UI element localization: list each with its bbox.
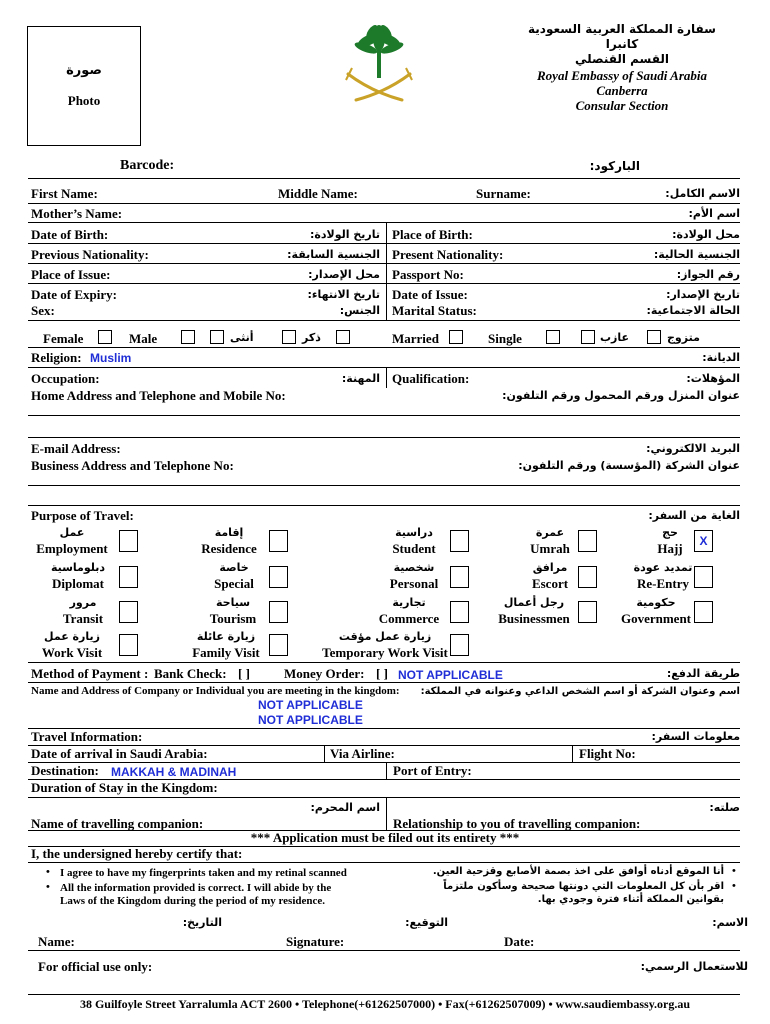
male-label: Male — [129, 331, 158, 346]
photo-box — [27, 26, 141, 146]
barcode-label-ar: الباركود: — [589, 159, 640, 173]
full-name-label-ar: الاسم الكامل: — [665, 187, 740, 200]
present-nationality-label: Present Nationality: — [392, 247, 504, 262]
purpose-businessmen-ar: رجل أعمال — [503, 596, 565, 609]
qualification-label-ar: المؤهلات: — [686, 372, 740, 385]
umrah-checkbox[interactable] — [578, 530, 597, 552]
signature-label-ar: التوقيع: — [405, 916, 448, 929]
sex-label: Sex: — [31, 303, 55, 318]
family-visit-checkbox[interactable] — [269, 634, 288, 656]
purpose-student-ar: دراسية — [395, 526, 433, 539]
purpose-personal — [380, 560, 448, 592]
purpose-temporary-work-visit-label: Temporary Work Visit — [322, 645, 448, 660]
name-label: Name: — [38, 934, 75, 949]
divider — [28, 347, 740, 348]
purpose-umrah-ar: عمرة — [535, 526, 565, 539]
bullet-icon: • — [46, 866, 50, 878]
embassy-en-line-3: Consular Section — [575, 98, 669, 113]
date-of-issue-label-ar: تاريخ الإصدار: — [666, 288, 740, 301]
certify-item-2a: All the information provided is correct. I will abide by the — [60, 882, 332, 894]
transit-checkbox[interactable] — [119, 601, 138, 623]
purpose-diplomat-ar: دبلوماسية — [50, 561, 106, 574]
marital-status-label-ar: الحالة الاجتماعية: — [646, 304, 740, 317]
embassy-en-line-1: Royal Embassy of Saudi Arabia — [537, 68, 707, 83]
arrival-date-label: Date of arrival in Saudi Arabia: — [31, 746, 208, 761]
personal-checkbox[interactable] — [450, 566, 469, 588]
certify-item-2b-ar: بقوانين المملكة أثناء فترة وجودي بها. — [537, 894, 724, 905]
purpose-work-visit-label: Work Visit — [41, 645, 103, 660]
money-order-box[interactable]: [ ] — [376, 666, 388, 681]
divider — [28, 485, 740, 486]
sex-extra-checkbox[interactable] — [336, 330, 350, 344]
date-label-ar: التاريخ: — [182, 916, 222, 929]
purpose-employment — [30, 525, 114, 557]
column-divider — [324, 745, 325, 762]
bank-check-box[interactable]: [ ] — [238, 666, 250, 681]
purpose-tourism — [198, 595, 268, 627]
single-label-ar: عازب — [600, 331, 630, 344]
money-order-label: Money Order: — [284, 666, 365, 681]
column-divider — [386, 797, 387, 830]
embassy-ar-line-3: القسم القنصلي — [574, 52, 670, 66]
occupation-label: Occupation: — [31, 371, 100, 386]
married-label-ar: متزوج — [667, 331, 700, 344]
official-use-label: For official use only: — [38, 959, 153, 974]
certify-item-1-ar: أنا الموقع أدناه أوافق على اخذ بصمة الأصابع وقزحية العين. — [432, 866, 724, 877]
divider — [28, 950, 740, 951]
dob-label: Date of Birth: — [31, 227, 109, 242]
purpose-transit — [40, 595, 126, 627]
purpose-special — [200, 560, 268, 592]
divider — [28, 682, 740, 683]
hajj-check-mark: X — [699, 534, 708, 548]
email-label: E-mail Address: — [31, 441, 121, 456]
middle-name-label: Middle Name: — [278, 186, 358, 201]
purpose-personal-ar: شخصية — [393, 561, 435, 574]
purpose-employment-label: Employment — [36, 541, 108, 556]
divider — [28, 415, 740, 416]
escort-checkbox[interactable] — [578, 566, 597, 588]
married-checkbox-ar[interactable] — [647, 330, 661, 344]
photo-label-ar: صورة — [66, 63, 102, 78]
home-address-label-ar: عنوان المنزل ورقم المحمول ورقم التلفون: — [502, 389, 740, 402]
purpose-transit-label: Transit — [62, 611, 104, 626]
present-nationality-label-ar: الجنسية الحالية: — [653, 248, 740, 261]
divider — [28, 320, 740, 321]
student-checkbox[interactable] — [450, 530, 469, 552]
married-label: Married — [392, 331, 439, 346]
employment-checkbox[interactable] — [119, 530, 138, 552]
divider — [28, 243, 740, 244]
divider — [28, 505, 740, 506]
work-visit-checkbox[interactable] — [119, 634, 138, 656]
divider — [28, 367, 740, 368]
payment-method-label-ar: طريقة الدفع: — [666, 667, 740, 680]
purpose-diplomat-label: Diplomat — [52, 576, 104, 591]
bank-check-label: Bank Check: — [154, 666, 227, 681]
purpose-personal-label: Personal — [389, 576, 439, 591]
purpose-diplomat — [30, 560, 126, 592]
divider — [28, 437, 740, 438]
purpose-title: Purpose of Travel: — [31, 508, 134, 523]
purpose-businessmen-label: Businessmen — [498, 611, 570, 626]
company-value-1[interactable]: NOT APPLICABLE — [258, 698, 363, 712]
divider — [28, 263, 740, 264]
business-address-label-ar: عنوان الشركة (المؤسسة) ورقم التلفون: — [518, 459, 740, 472]
barcode-label: Barcode: — [120, 158, 175, 173]
relation-label-ar: صلته: — [709, 801, 740, 814]
certify-title: I, the undersigned hereby certify that: — [31, 846, 243, 861]
company-value-2[interactable]: NOT APPLICABLE — [258, 713, 363, 727]
male-label-ar: ذكر — [302, 331, 321, 344]
purpose-government — [618, 595, 694, 627]
purpose-reentry — [630, 560, 696, 592]
embassy-heading — [522, 22, 722, 113]
tourism-checkbox[interactable] — [269, 601, 288, 623]
purpose-family-visit-ar: زيارة عائلة — [196, 630, 256, 643]
name-label-ar: الاسم: — [712, 916, 748, 929]
purpose-family-visit-label: Family Visit — [192, 645, 260, 660]
photo-label: Photo — [67, 93, 101, 108]
reentry-checkbox[interactable] — [694, 566, 713, 588]
male-checkbox[interactable] — [181, 330, 195, 344]
purpose-tourism-ar: سياحة — [215, 596, 251, 609]
marital-status-label: Marital Status: — [392, 303, 477, 318]
purpose-employment-ar: عمل — [59, 526, 85, 539]
embassy-ar-line-1: سفارة المملكة العربية السعودية — [528, 22, 716, 36]
place-of-issue-label: Place of Issue: — [31, 267, 111, 282]
purpose-hajj — [645, 525, 695, 557]
company-label: Name and Address of Company or Individual you are meeting in the kingdom: — [31, 685, 400, 697]
mahram-label-ar: اسم المحرم: — [310, 801, 380, 814]
sex-label-ar: الجنس: — [339, 304, 380, 317]
purpose-escort — [520, 560, 580, 592]
purpose-commerce-ar: تجارية — [392, 596, 426, 609]
previous-nationality-label-ar: الجنسية السابقة: — [287, 248, 380, 261]
purpose-escort-ar: مرافق — [532, 561, 568, 574]
divider — [28, 222, 740, 223]
purpose-work-visit — [32, 629, 112, 661]
single-label: Single — [488, 331, 522, 346]
embassy-ar-line-2: كانبرا — [605, 37, 639, 51]
previous-nationality-label: Previous Nationality: — [31, 247, 149, 262]
purpose-special-ar: خاصة — [219, 561, 249, 574]
purpose-escort-label: Escort — [531, 576, 569, 591]
temporary-work-visit-checkbox[interactable] — [450, 634, 469, 656]
religion-label: Religion: — [31, 350, 82, 365]
purpose-special-label: Special — [214, 576, 254, 591]
male-checkbox-ar[interactable] — [282, 330, 296, 344]
column-divider — [572, 745, 573, 762]
religion-value[interactable]: Muslim — [90, 351, 132, 365]
date-of-issue-label: Date of Issue: — [392, 287, 468, 302]
date-of-expiry-label: Date of Expiry: — [31, 287, 117, 302]
female-label: Female — [43, 331, 84, 346]
dob-label-ar: تاريخ الولادة: — [309, 228, 380, 241]
date-label: Date: — [504, 934, 535, 949]
passport-no-label: Passport No: — [392, 267, 464, 282]
purpose-residence-label: Residence — [201, 541, 257, 556]
bullet-icon: • — [732, 865, 736, 877]
duration-label: Duration of Stay in the Kingdom: — [31, 780, 218, 795]
travel-info-title: Travel Information: — [31, 729, 143, 744]
column-divider — [386, 368, 387, 388]
single-checkbox-ar[interactable] — [581, 330, 595, 344]
female-label-ar: أنثى — [230, 331, 254, 344]
company-label-ar: اسم وعنوان الشركة أو اسم الشخص الداعي وعنوانه في المملكة: — [420, 686, 740, 697]
purpose-hajj-label: Hajj — [657, 541, 683, 556]
bullet-icon: • — [46, 881, 50, 893]
female-checkbox[interactable] — [98, 330, 112, 344]
purpose-umrah-label: Umrah — [530, 541, 570, 556]
footer-divider — [28, 994, 740, 995]
date-of-expiry-label-ar: تاريخ الانتهاء: — [307, 288, 380, 301]
mother-name-label-ar: اسم الأم: — [688, 207, 740, 220]
purpose-temporary-work-visit — [318, 629, 452, 661]
certify-item-2b: Laws of the Kingdom during the period of my residence. — [60, 895, 326, 907]
divider — [28, 797, 740, 798]
divider — [28, 178, 740, 179]
purpose-residence-ar: إقامة — [214, 526, 244, 539]
first-name-label: First Name: — [31, 186, 98, 201]
column-divider — [386, 222, 387, 320]
purpose-student — [380, 525, 448, 557]
signature-label: Signature: — [286, 934, 345, 949]
purpose-businessmen — [494, 595, 574, 627]
purpose-tourism-label: Tourism — [209, 611, 257, 626]
destination-value[interactable]: MAKKAH & MADINAH — [111, 765, 237, 779]
mother-name-label: Mother’s Name: — [31, 206, 123, 221]
religion-label-ar: الديانة: — [702, 351, 740, 364]
certify-item-2a-ar: اقر بأن كل المعلومات التي دونتها صحيحة وسأكون ملتزماً — [443, 881, 724, 892]
commerce-checkbox[interactable] — [450, 601, 469, 623]
hajj-checkbox[interactable] — [694, 530, 713, 552]
travel-info-title-ar: معلومات السفر: — [651, 730, 740, 743]
pob-label-ar: محل الولادة: — [672, 228, 740, 241]
payment-method-label: Method of Payment : — [31, 666, 149, 681]
purpose-umrah — [520, 525, 580, 557]
divider — [28, 862, 740, 863]
divider — [28, 662, 740, 663]
via-airline-label: Via Airline: — [330, 746, 395, 761]
surname-label: Surname: — [476, 186, 531, 201]
purpose-work-visit-ar: زيارة عمل — [44, 630, 100, 643]
payment-value[interactable]: NOT APPLICABLE — [398, 668, 503, 682]
port-of-entry-label: Port of Entry: — [393, 763, 472, 778]
purpose-student-label: Student — [392, 541, 436, 556]
qualification-label: Qualification: — [392, 371, 470, 386]
married-checkbox[interactable] — [449, 330, 463, 344]
special-checkbox[interactable] — [269, 566, 288, 588]
purpose-title-ar: الغاية من السفر: — [648, 509, 740, 522]
filed-notice: *** Application must be filed out its entirety *** — [250, 830, 520, 845]
purpose-government-ar: حكومية — [636, 596, 676, 609]
purpose-commerce-label: Commerce — [378, 611, 440, 626]
residence-checkbox[interactable] — [269, 530, 288, 552]
purpose-reentry-label: Re-Entry — [637, 576, 689, 591]
divider — [28, 283, 740, 284]
bullet-icon: • — [732, 880, 736, 892]
single-checkbox[interactable] — [546, 330, 560, 344]
government-checkbox[interactable] — [694, 601, 713, 623]
purpose-commerce — [370, 595, 448, 627]
flight-no-label: Flight No: — [579, 746, 636, 761]
destination-label: Destination: — [31, 763, 99, 778]
official-use-label-ar: للاستعمال الرسمي: — [640, 960, 748, 973]
footer-address: 38 Guilfoyle Street Yarralumla ACT 2600 • Telephone(+61262507000) • Fax(+61262507009) • www.saudiembassy.org.au — [79, 997, 691, 1011]
home-address-label: Home Address and Telephone and Mobile No: — [31, 388, 286, 403]
businessmen-checkbox[interactable] — [578, 601, 597, 623]
passport-no-label-ar: رقم الجواز: — [676, 268, 740, 281]
divider — [28, 762, 740, 763]
purpose-family-visit — [184, 629, 268, 661]
pob-label: Place of Birth: — [392, 227, 473, 242]
purpose-reentry-ar: تمديد عودة — [633, 561, 693, 574]
divider — [28, 203, 740, 204]
diplomat-checkbox[interactable] — [119, 566, 138, 588]
purpose-transit-ar: مرور — [69, 596, 97, 609]
companion-name-label: Name of travelling companion: — [31, 816, 204, 831]
emblem-palm-swords-icon — [342, 22, 416, 106]
business-address-label: Business Address and Telephone No: — [31, 458, 234, 473]
certify-item-1: I agree to have my fingerprints taken and my retinal scanned — [60, 867, 347, 879]
place-of-issue-label-ar: محل الإصدار: — [308, 268, 380, 281]
column-divider — [386, 762, 387, 779]
purpose-government-label: Government — [620, 611, 692, 626]
female-checkbox-ar[interactable] — [210, 330, 224, 344]
occupation-label-ar: المهنة: — [341, 372, 380, 385]
purpose-hajj-ar: حج — [662, 526, 678, 539]
purpose-temporary-work-visit-ar: زيارة عمل مؤقت — [338, 630, 432, 643]
companion-relationship-label: Relationship to you of travelling companion: — [393, 816, 641, 831]
email-label-ar: البريد الالكتروني: — [646, 442, 740, 455]
purpose-residence — [190, 525, 268, 557]
embassy-en-line-2: Canberra — [596, 83, 648, 98]
